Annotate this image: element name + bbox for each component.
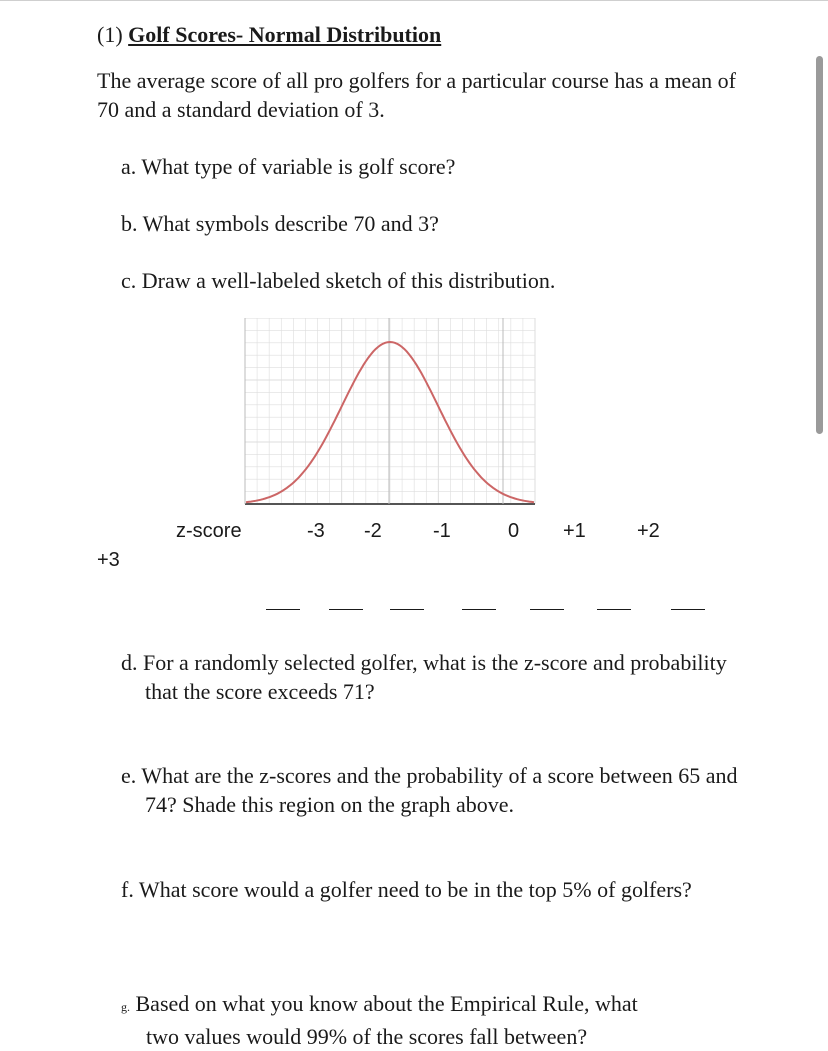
answer-blank [390,609,424,610]
zscore-tick-neg3: -3 [307,520,325,542]
zscore-tick-pos2: +2 [637,520,660,542]
question-b: b. What symbols describe 70 and 3? [121,211,439,236]
answer-blank [597,609,631,610]
zscore-tick-pos3: +3 [97,549,120,571]
answer-blank [530,609,564,610]
zscore-label: z-score [176,520,242,542]
answer-blank [462,609,496,610]
problem-intro: The average score of all pro golfers for a particular course has a mean of 70 and a standard deviation of 3. [97,68,736,122]
question-f: f. What score would a golfer need to be in the top 5% of golfers? [121,877,692,902]
answer-blank [329,609,363,610]
question-d: d. For a randomly selected golfer, what is the z-score and probability that the score exceeds 71? [121,650,727,704]
top-divider [0,0,828,1]
problem-number: (1) [97,22,129,47]
question-e: e. What are the z-scores and the probability of a score between 65 and 74? Shade this region on the graph above. [121,763,738,817]
problem-title-text: Golf Scores- Normal Distribution [128,22,442,47]
question-g-text-line2: two values would 99% of the scores fall between? [146,1024,588,1049]
question-g [121,989,721,1051]
question-g-marker: g. [121,1000,130,1014]
question-g-text-line1: Based on what you know about the Empirical Rule, what [135,991,638,1016]
zscore-tick-neg2: -2 [364,520,382,542]
normal-curve-chart [240,318,540,508]
problem-title [97,22,441,48]
question-c: c. Draw a well-labeled sketch of this distribution. [121,268,556,293]
zscore-tick-neg1: -1 [433,520,451,542]
answer-blank [266,609,300,610]
answer-blank [671,609,705,610]
chart-grid [245,318,535,504]
zscore-tick-pos1: +1 [563,520,586,542]
zscore-tick-0: 0 [508,520,520,542]
vertical-scrollbar[interactable] [816,56,823,434]
question-a: a. What type of variable is golf score? [121,154,456,179]
